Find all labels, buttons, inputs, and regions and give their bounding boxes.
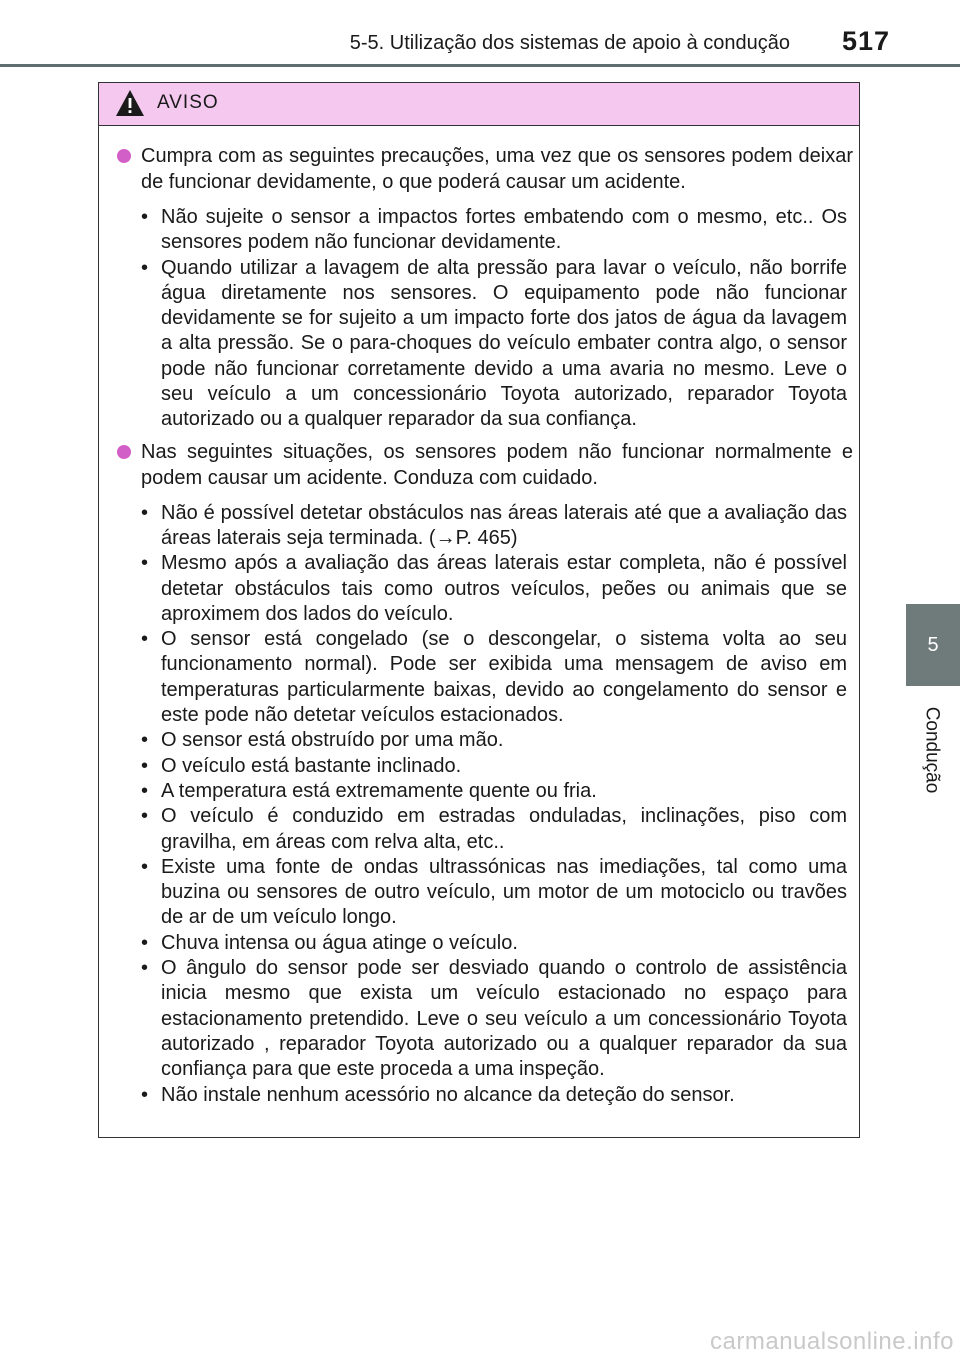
sub-list-1 <box>117 205 853 433</box>
warning-triangle-icon <box>115 89 145 117</box>
chapter-tab-label <box>916 700 946 800</box>
point-text: Cumpra com as seguintes precauções, uma vez que os sensores podem deixar de funcionar devidamente, o que poderá causar um acidente. <box>141 145 853 193</box>
chapter-label-text: Condução <box>921 706 942 794</box>
page-number: 517 <box>841 26 890 56</box>
warning-point-1 <box>117 143 853 195</box>
section-title: 5-5. Utilização dos sistemas de apoio à condução <box>349 32 790 54</box>
header-rule <box>0 64 960 67</box>
bullet-dot-icon <box>117 149 131 163</box>
list-item: • Mesmo após a avaliação das áreas laterais estar completa, não é possível detetar obstáculos tais como outros veículos, peões ou animais que se aproximem dos lados do veículo. <box>141 552 847 625</box>
list-item: • O sensor está obstruído por uma mão. <box>141 729 504 752</box>
sub-list-2 <box>117 501 853 1108</box>
list-item: • Existe uma fonte de ondas ultrassónicas nas imediações, tal como uma buzina ou sensores de outro veículo, um motor de um motociclo ou travões de ar de um veículo longo. <box>141 855 847 929</box>
list-item: • O ângulo do sensor pode ser desviado quando o controlo de assistência inicia mesmo que exista um veículo estacionado no espaço para estacionamento pretendido. Leve o seu veículo a um concessionário Toyota autorizado , reparador Toyota autorizado ou a qualquer reparador da sua confiança para que este proceda a uma inspeção. <box>141 957 847 1081</box>
warning-header <box>99 83 859 126</box>
chapter-tab-number: 5 <box>906 604 960 686</box>
list-item: • O veículo está bastante inclinado. <box>141 754 462 777</box>
list-item: • Não instale nenhum acessório no alcance da deteção do sensor. <box>141 1083 735 1106</box>
list-item: • O veículo é conduzido em estradas onduladas, inclinações, piso com gravilha, em áreas com relva alta, etc.. <box>141 805 847 853</box>
warning-title: AVISO <box>157 92 219 113</box>
warning-box <box>98 82 860 1138</box>
list-item: • Chuva intensa ou água atinge o veículo. <box>141 931 518 954</box>
list-item: • Não sujeite o sensor a impactos fortes embatendo com o mesmo, etc.. Os sensores podem não funcionar devidamente. <box>141 206 847 254</box>
point-text: Nas seguintes situações, os sensores podem não funcionar normalmente e podem causar um acidente. Conduza com cuidado. <box>141 440 853 489</box>
bullet-dot-icon <box>117 445 131 459</box>
page-header <box>0 0 960 66</box>
list-item: • Quando utilizar a lavagem de alta pressão para lavar o veículo, não borrife água diretamente nos sensores. O equipamento pode não funcionar devidamente se for sujeito a um impacto forte dos jatos de água da lavagem a alta pressão. Se o para-choques do veículo embater contra algo, o sensor pode não funcionar corretamente devido a uma avaria no mesmo. Leve o seu veículo a um concessionário Toyota autorizado, reparador Toyota autorizado ou a qualquer reparador da sua confiança. <box>141 256 847 431</box>
watermark: carmanualsonline.info <box>710 1328 954 1355</box>
warning-content <box>117 143 853 1114</box>
list-item: • A temperatura está extremamente quente ou fria. <box>141 779 597 802</box>
list-item: • Não é possível detetar obstáculos nas áreas laterais até que a avaliação das áreas laterais seja terminada. (→P. 465) <box>141 501 847 549</box>
list-item: • O sensor está congelado (se o descongelar, o sistema volta ao seu funcionamento normal). Pode ser exibida uma mensagem de aviso em temperaturas particularmente baixas, devido ao congelamento do sensor e este pode não detetar veículos estacionados. <box>141 628 847 727</box>
warning-point-2 <box>117 439 853 491</box>
